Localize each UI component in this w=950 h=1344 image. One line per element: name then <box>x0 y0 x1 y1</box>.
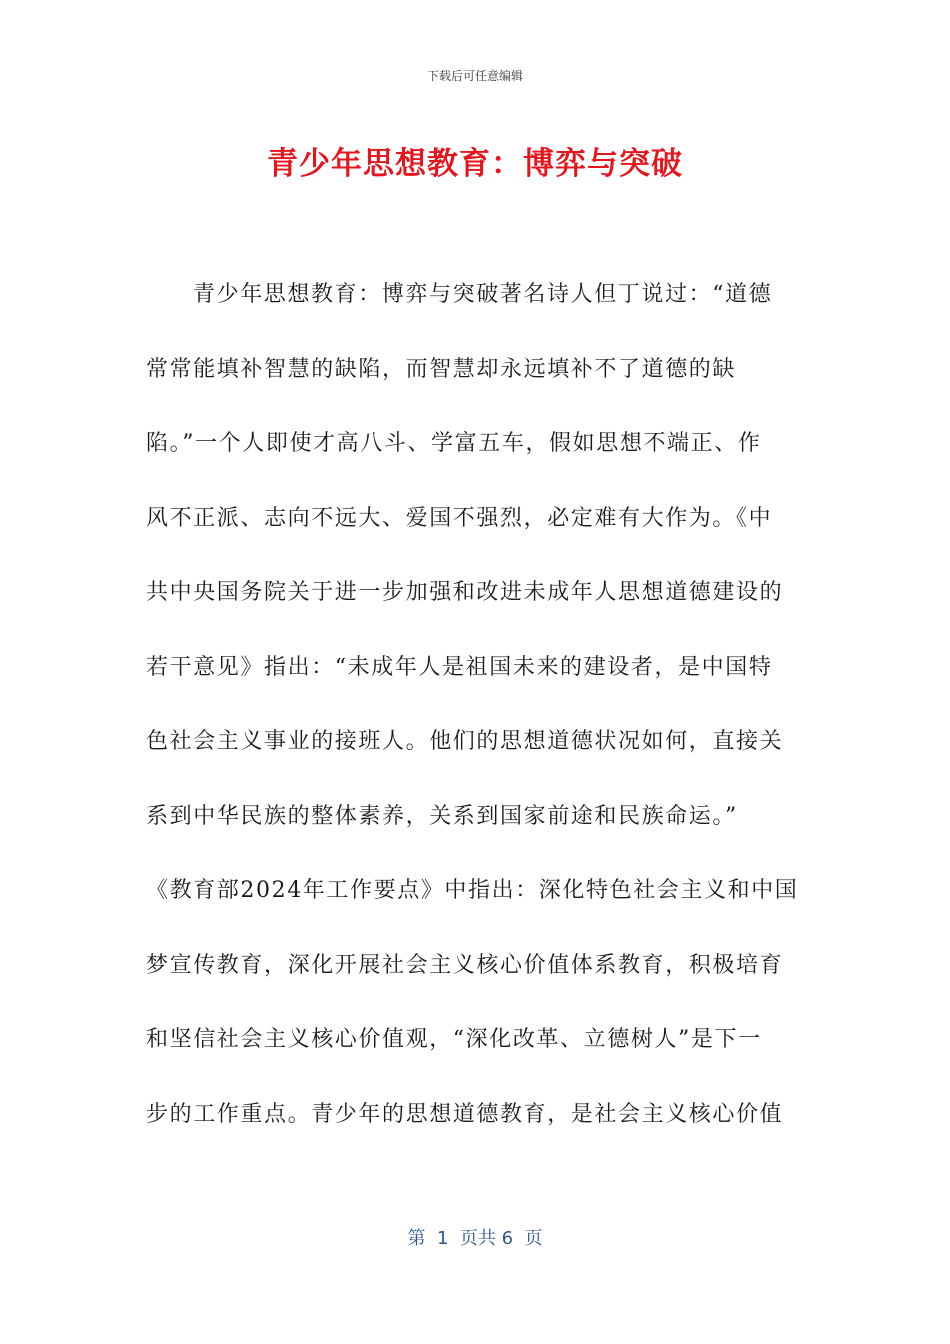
body-line: 和坚信社会主义核心价值观，“深化改革、立德树人”是下一 <box>146 1027 762 1052</box>
body-line: 共中央国务院关于进一步加强和改进未成年人思想道德建设的 <box>146 580 784 605</box>
body-line: 色社会主义事业的接班人。他们的思想道德状况如何，直接关 <box>146 729 784 754</box>
body-line: 《教育部2024年工作要点》中指出：深化特色社会主义和中国 <box>146 878 799 903</box>
body-line: 常常能填补智慧的缺陷，而智慧却永远填补不了道德的缺 <box>146 356 737 382</box>
body-line: 陷。”一个人即使才高八斗、学富五车，假如思想不端正、作 <box>146 431 762 456</box>
document-title: 青少年思想教育：博弈与突破 <box>267 146 683 182</box>
body-line: 青少年思想教育：博弈与突破著名诗人但丁说过：“道德 <box>193 282 773 307</box>
body-line: 风不正派、志向不远大、爱国不强烈，必定难有大作为。《中 <box>146 505 773 531</box>
body-line: 梦宣传教育，深化开展社会主义核心价值体系教育，积极培育 <box>146 952 784 978</box>
body-line: 系到中华民族的整体素养，关系到国家前途和民族命运。” <box>146 803 738 829</box>
page-number-footer: 第 1 页共 6 页 <box>407 1228 543 1249</box>
header-note: 下载后可任意编辑 <box>426 69 523 83</box>
document-body <box>146 270 801 1164</box>
body-line: 若干意见》指出：“未成年人是祖国未来的建设者，是中国特 <box>146 654 773 680</box>
body-line: 步的工作重点。青少年的思想道德教育，是社会主义核心价值 <box>146 1101 784 1127</box>
